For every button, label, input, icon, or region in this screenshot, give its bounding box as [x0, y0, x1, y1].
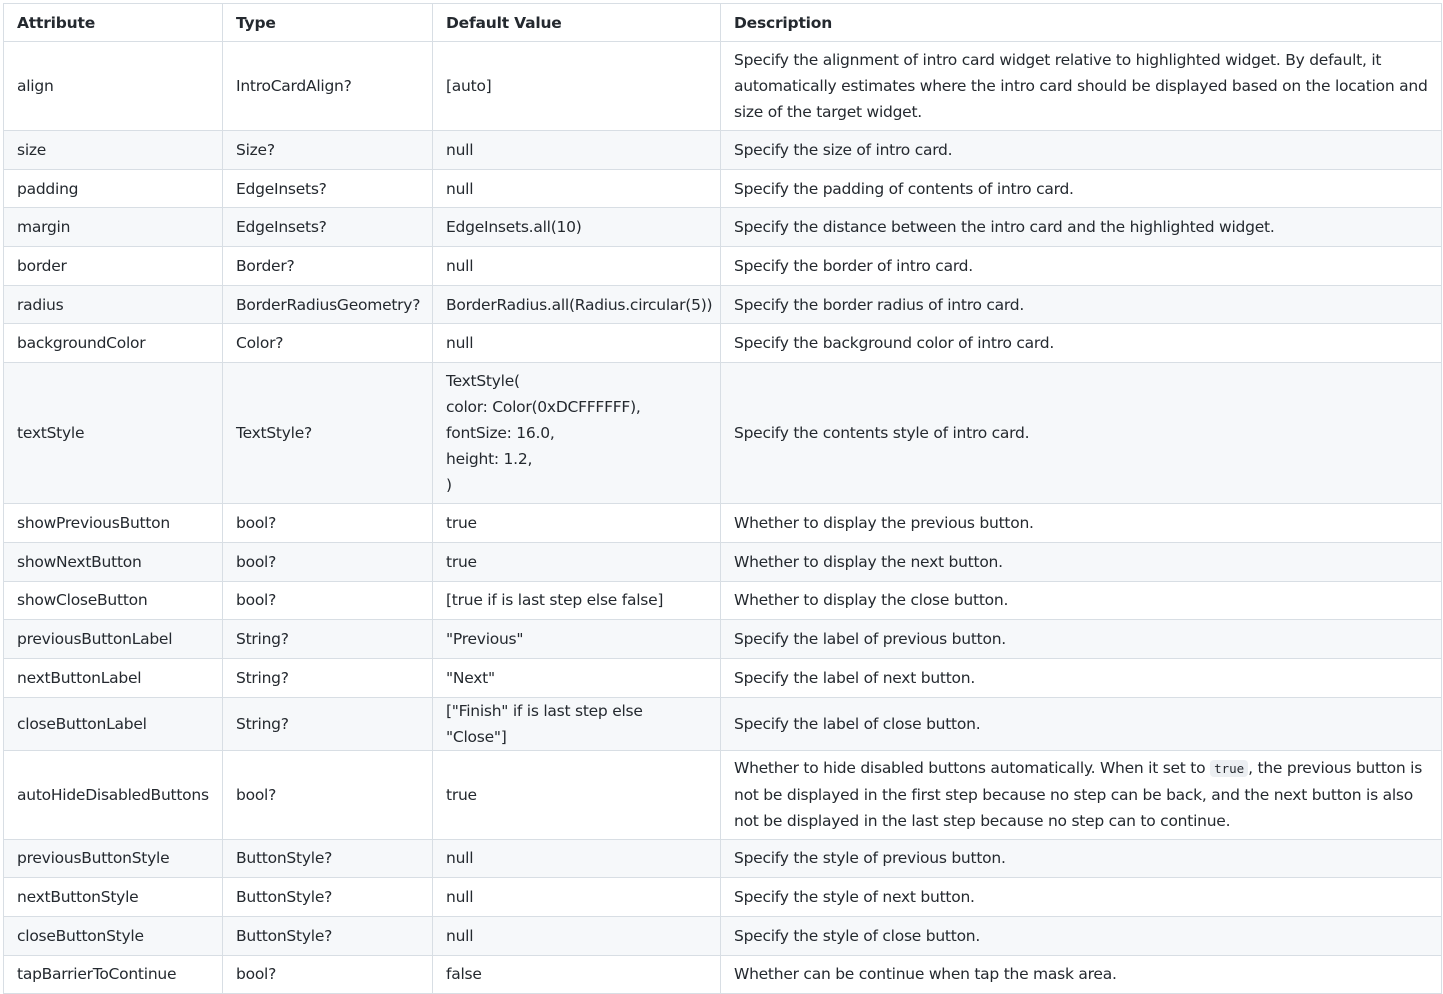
table-row — [4, 542, 1442, 581]
table-row — [4, 208, 1442, 247]
cell-default: null — [433, 324, 721, 363]
cell-default: false — [433, 955, 721, 994]
cell-default: [auto] — [433, 42, 721, 131]
table-row — [4, 658, 1442, 697]
cell-type: ButtonStyle? — [223, 839, 433, 878]
header-default-value: Default Value — [433, 4, 721, 42]
cell-attribute: backgroundColor — [4, 324, 223, 363]
cell-description: Specify the border of intro card. — [721, 247, 1442, 286]
cell-default: null — [433, 131, 721, 170]
cell-default: null — [433, 839, 721, 878]
cell-description: Specify the label of next button. — [721, 658, 1442, 697]
cell-default — [433, 363, 721, 504]
cell-default: "Previous" — [433, 620, 721, 659]
cell-attribute: showNextButton — [4, 542, 223, 581]
cell-attribute: padding — [4, 169, 223, 208]
cell-description: Specify the contents style of intro card. — [721, 363, 1442, 504]
cell-type: String? — [223, 697, 433, 750]
table-row — [4, 878, 1442, 917]
cell-default: [true if is last step else false] — [433, 581, 721, 620]
cell-type: bool? — [223, 581, 433, 620]
default-line: color: Color(0xDCFFFFFF), — [446, 398, 641, 417]
table-row — [4, 42, 1442, 131]
table-row — [4, 169, 1442, 208]
cell-type: EdgeInsets? — [223, 169, 433, 208]
cell-attribute: previousButtonStyle — [4, 839, 223, 878]
cell-default: null — [433, 878, 721, 917]
cell-attribute: closeButtonStyle — [4, 916, 223, 955]
table-row — [4, 131, 1442, 170]
default-line: TextStyle( — [446, 372, 520, 391]
default-line: fontSize: 16.0, — [446, 424, 555, 443]
cell-attribute: nextButtonStyle — [4, 878, 223, 917]
cell-default: EdgeInsets.all(10) — [433, 208, 721, 247]
cell-default: true — [433, 750, 721, 839]
cell-description: Specify the border radius of intro card. — [721, 285, 1442, 324]
cell-description: Specify the size of intro card. — [721, 131, 1442, 170]
cell-type: bool? — [223, 542, 433, 581]
cell-description: Whether to display the next button. — [721, 542, 1442, 581]
cell-default: true — [433, 542, 721, 581]
cell-type: TextStyle? — [223, 363, 433, 504]
cell-attribute: closeButtonLabel — [4, 697, 223, 750]
cell-type: ButtonStyle? — [223, 916, 433, 955]
cell-default: true — [433, 504, 721, 543]
cell-description: Specify the distance between the intro card and the highlighted widget. — [721, 208, 1442, 247]
cell-type: bool? — [223, 955, 433, 994]
table-row — [4, 324, 1442, 363]
cell-description: Whether can be continue when tap the mask area. — [721, 955, 1442, 994]
cell-description: Specify the label of previous button. — [721, 620, 1442, 659]
cell-type: bool? — [223, 504, 433, 543]
cell-attribute: tapBarrierToContinue — [4, 955, 223, 994]
cell-attribute: previousButtonLabel — [4, 620, 223, 659]
cell-type: IntroCardAlign? — [223, 42, 433, 131]
table-header — [4, 4, 1442, 42]
table-body — [4, 42, 1442, 994]
header-attribute: Attribute — [4, 4, 223, 42]
cell-type: ButtonStyle? — [223, 878, 433, 917]
cell-description: Whether to display the previous button. — [721, 504, 1442, 543]
cell-type: bool? — [223, 750, 433, 839]
cell-description — [721, 750, 1442, 839]
cell-attribute: showPreviousButton — [4, 504, 223, 543]
cell-default: BorderRadius.all(Radius.circular(5)) — [433, 285, 721, 324]
header-type: Type — [223, 4, 433, 42]
cell-description: Whether to display the close button. — [721, 581, 1442, 620]
cell-description: Specify the alignment of intro card widget relative to highlighted widget. By default, it automatically estimates where the intro card should be displayed based on the location and size of the target widget. — [721, 42, 1442, 131]
cell-attribute: nextButtonLabel — [4, 658, 223, 697]
cell-type: EdgeInsets? — [223, 208, 433, 247]
cell-description: Specify the style of next button. — [721, 878, 1442, 917]
cell-attribute: align — [4, 42, 223, 131]
cell-attribute: radius — [4, 285, 223, 324]
table-row — [4, 916, 1442, 955]
table-row — [4, 581, 1442, 620]
cell-default: null — [433, 169, 721, 208]
attributes-table-container — [3, 3, 1441, 994]
table-row — [4, 247, 1442, 286]
table-row — [4, 955, 1442, 994]
table-row — [4, 504, 1442, 543]
cell-type: Border? — [223, 247, 433, 286]
description-text-before: Whether to hide disabled buttons automatically. When it set to — [734, 759, 1211, 778]
table-row — [4, 697, 1442, 750]
cell-type: BorderRadiusGeometry? — [223, 285, 433, 324]
header-row — [4, 4, 1442, 42]
header-description: Description — [721, 4, 1442, 42]
cell-default: "Next" — [433, 658, 721, 697]
cell-default: ["Finish" if is last step else "Close"] — [433, 697, 721, 750]
table-row — [4, 839, 1442, 878]
cell-description: Specify the style of previous button. — [721, 839, 1442, 878]
cell-attribute: border — [4, 247, 223, 286]
cell-attribute: showCloseButton — [4, 581, 223, 620]
cell-attribute: margin — [4, 208, 223, 247]
cell-default: null — [433, 247, 721, 286]
cell-type: String? — [223, 658, 433, 697]
cell-default: null — [433, 916, 721, 955]
cell-type: Color? — [223, 324, 433, 363]
table-row — [4, 285, 1442, 324]
default-line: height: 1.2, — [446, 450, 533, 469]
table-row — [4, 620, 1442, 659]
cell-attribute: textStyle — [4, 363, 223, 504]
inline-code: true — [1210, 760, 1248, 777]
attributes-table — [3, 3, 1442, 994]
table-row — [4, 750, 1442, 839]
cell-attribute: size — [4, 131, 223, 170]
cell-type: Size? — [223, 131, 433, 170]
cell-description: Specify the padding of contents of intro card. — [721, 169, 1442, 208]
cell-description: Specify the style of close button. — [721, 916, 1442, 955]
cell-type: String? — [223, 620, 433, 659]
default-line: ) — [446, 476, 452, 495]
cell-description: Specify the label of close button. — [721, 697, 1442, 750]
table-row — [4, 363, 1442, 504]
cell-description: Specify the background color of intro card. — [721, 324, 1442, 363]
description-text-after: , the previous button is not be displayed in the first step because no step can be back, and the next button is also not be displayed in the last step because no step can to continue. — [734, 759, 1423, 831]
cell-attribute: autoHideDisabledButtons — [4, 750, 223, 839]
